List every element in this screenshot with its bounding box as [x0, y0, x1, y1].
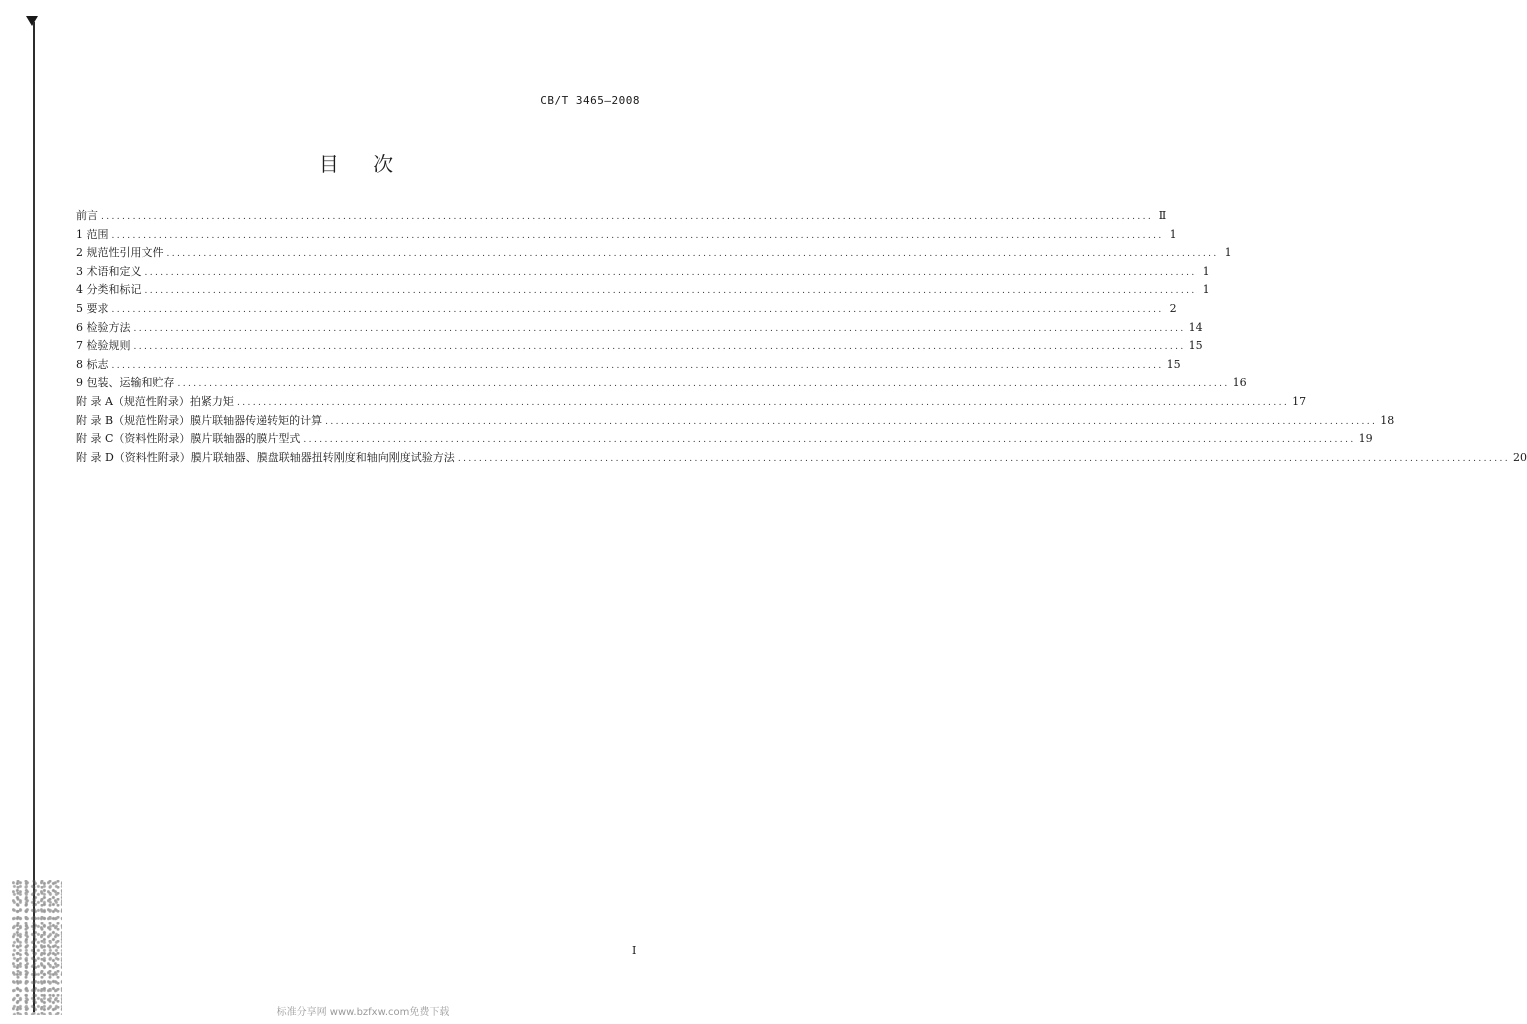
- toc-entry[interactable]: [76, 449, 1527, 468]
- toc-dot-leader: ........................................................................................................................................................................................................: [111, 230, 1164, 241]
- toc-entry[interactable]: [76, 319, 1203, 338]
- page-title: 目 次: [318, 152, 408, 176]
- standard-number: CB/T 3465—2008: [540, 94, 640, 107]
- toc-entry-label: 4 分类和标记: [76, 283, 142, 297]
- toc-dot-leader: ........................................................................................................................................................................................................: [236, 397, 1290, 408]
- toc-entry-page: 16: [1232, 376, 1247, 390]
- toc-entry[interactable]: [76, 430, 1373, 449]
- toc-dot-leader: ........................................................................................................................................................................................................: [303, 435, 1356, 446]
- toc-dot-leader: ........................................................................................................................................................................................................: [133, 342, 1186, 353]
- page-number: I: [632, 944, 637, 957]
- toc-entry-label: 附 录 C（资料性附录）膜片联轴器的膜片型式: [76, 432, 301, 446]
- toc-entry-page: 1: [1202, 283, 1210, 297]
- toc-entry-label: 前言: [76, 209, 98, 222]
- toc-dot-leader: ........................................................................................................................................................................................................: [177, 379, 1230, 390]
- binding-notch-mark: [26, 16, 38, 26]
- toc-entry-label: 9 包装、运输和贮存: [76, 376, 175, 390]
- toc-dot-leader: ........................................................................................................................................................................................................: [101, 212, 1154, 222]
- toc-entry[interactable]: [76, 300, 1177, 319]
- toc-dot-leader: ........................................................................................................................................................................................................: [325, 416, 1378, 427]
- toc-entry-label: 附 录 D（资料性附录）膜片联轴器、膜盘联轴器扭转刚度和轴向刚度试验方法: [76, 450, 455, 464]
- toc-dot-leader: ........................................................................................................................................................................................................: [166, 249, 1219, 260]
- toc-entry-label: 附 录 B（规范性附录）膜片联轴器传递转矩的计算: [76, 413, 323, 427]
- toc-entry-label: 5 要求: [76, 301, 109, 315]
- toc-entry-page: 19: [1358, 432, 1373, 446]
- toc-entry-label: 6 检验方法: [76, 320, 131, 334]
- toc-entry-page: 1: [1169, 227, 1177, 241]
- toc-entry-label: 1 范围: [76, 227, 109, 241]
- toc-entry-label: 7 检验规则: [76, 339, 131, 353]
- toc-entry-label: 2 规范性引用文件: [76, 246, 164, 260]
- scan-speckle: [12, 880, 62, 1015]
- toc-entry[interactable]: [76, 281, 1210, 300]
- toc-entry[interactable]: [76, 244, 1232, 263]
- toc-entry[interactable]: [76, 356, 1181, 375]
- toc-entry-label: 8 标志: [76, 357, 109, 371]
- toc-dot-leader: ........................................................................................................................................................................................................: [133, 323, 1186, 334]
- toc-entry-page: Ⅱ: [1158, 209, 1167, 222]
- toc-dot-leader: ........................................................................................................................................................................................................: [111, 360, 1164, 371]
- toc-entry-page: 2: [1169, 301, 1177, 315]
- toc-entry-page: 15: [1166, 357, 1181, 371]
- toc-dot-leader: ........................................................................................................................................................................................................: [144, 286, 1197, 297]
- toc-entry[interactable]: [76, 393, 1307, 412]
- toc-entry-page: 20: [1512, 450, 1527, 464]
- toc-entry-page: 1: [1224, 246, 1232, 260]
- toc-entry-label: 附 录 A（规范性附录）拍紧力矩: [76, 394, 234, 408]
- toc-entry[interactable]: [76, 263, 1210, 282]
- toc-entry-page: 17: [1292, 394, 1307, 408]
- toc-entry[interactable]: [76, 374, 1247, 393]
- toc-entry[interactable]: [76, 207, 1167, 226]
- toc-entry-page: 1: [1202, 264, 1210, 278]
- toc-dot-leader: ........................................................................................................................................................................................................: [144, 267, 1197, 278]
- toc-dot-leader: ........................................................................................................................................................................................................: [111, 304, 1164, 315]
- download-watermark: 标准分享网 www.bzfxw.com免费下载: [276, 1007, 450, 1018]
- toc-entry-page: 14: [1188, 320, 1203, 334]
- toc-entry[interactable]: [76, 337, 1203, 356]
- toc-entry-label: 3 术语和定义: [76, 264, 142, 278]
- toc-dot-leader: ........................................................................................................................................................................................................: [457, 453, 1510, 464]
- toc-entry-page: 15: [1188, 339, 1203, 353]
- toc-entry-page: 18: [1380, 413, 1395, 427]
- table-of-contents: [76, 207, 1527, 467]
- toc-entry[interactable]: [76, 412, 1395, 431]
- toc-entry[interactable]: [76, 226, 1177, 245]
